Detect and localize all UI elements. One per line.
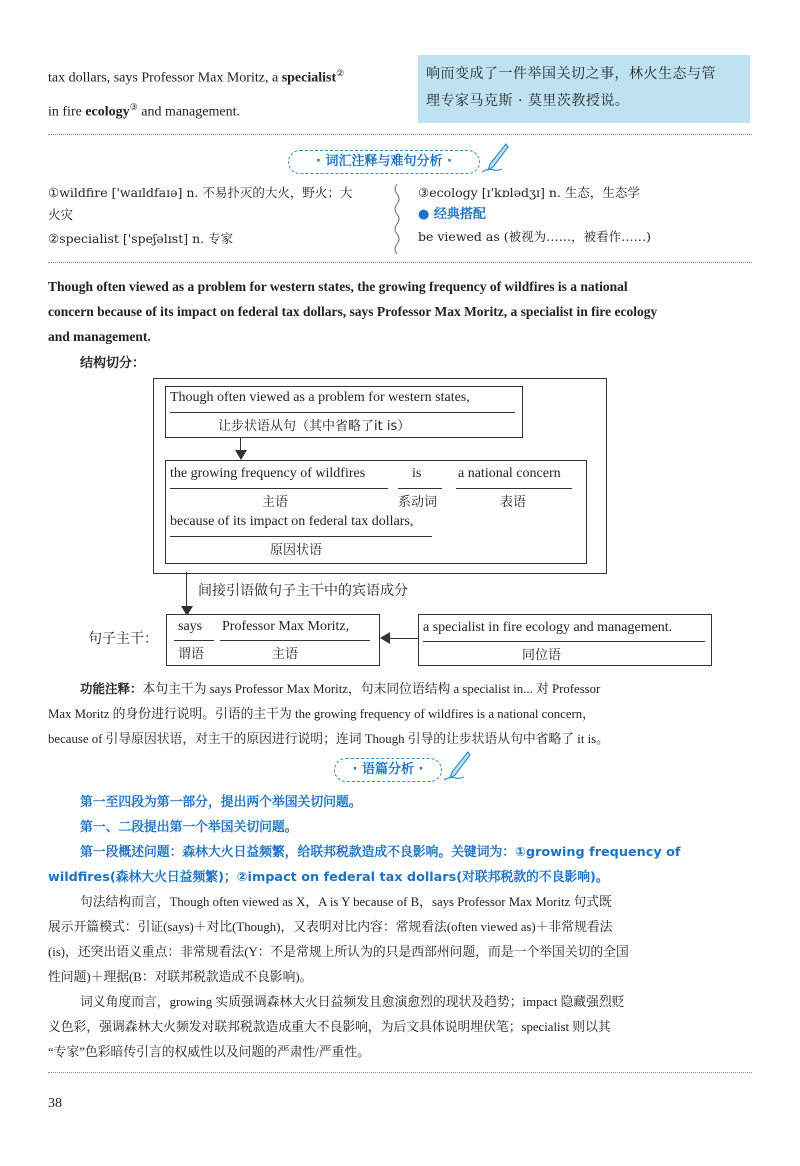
underline	[174, 640, 214, 641]
divider	[48, 262, 752, 263]
function-note-label: 功能注释：	[80, 681, 143, 696]
arrow-head-icon	[380, 632, 390, 644]
subject-zh: 主语	[262, 495, 289, 510]
underline	[170, 488, 388, 489]
divider	[48, 1072, 752, 1073]
discourse-heading-3: 第一段概述问题：森林大火日益频繁，给联邦税款造成不良影响。关键词为：①growing frequency of	[80, 845, 681, 860]
vocab-banner: · 词汇注释与难句分析 ·	[288, 150, 480, 174]
divider	[48, 134, 752, 135]
vocab-item-wildfire: ①wildfire ['waɪldfaɪə] n. 不易扑灭的大火，野火；大	[48, 185, 353, 200]
vocab-left-column	[48, 182, 383, 250]
says-en: says	[178, 619, 203, 634]
collocation-item: be viewed as (被视为……，被看作……)	[418, 229, 651, 244]
underline	[398, 488, 442, 489]
key-sentence: Though often viewed as a problem for western states, the growing frequency of wildfires is a national concern because of its impact on federal tax dollars, says Professor Max Moritz, a specialist in fire ecology and management.	[48, 279, 658, 344]
cause-zh: 原因状语	[270, 543, 323, 558]
translation-line-2: 理专家马克斯 · 莫里茨教授说。	[426, 93, 630, 109]
discourse-heading-1: 第一至四段为第一部分，提出两个举国关切问题。	[80, 795, 362, 810]
column-divider-chain	[391, 184, 403, 254]
moritz-zh: 主语	[272, 647, 299, 662]
top-line-1: tax dollars, says Professor Max Moritz, a specialist②	[48, 68, 345, 86]
discourse-banner: · 语篇分析 ·	[334, 758, 442, 782]
translation-line-1: 响而变成了一件举国关切之事，林火生态与管	[426, 66, 716, 82]
concessive-en: Though often viewed as a problem for western states,	[170, 390, 470, 405]
underline	[456, 488, 572, 489]
says-zh: 谓语	[178, 647, 205, 662]
discourse-heading-3-cont: wildfires(森林大火日益频繁)；②impact on federal tax dollars(对联邦税款的不良影响)。	[48, 870, 609, 885]
discourse-headings	[48, 790, 752, 890]
top-line-2: in fire ecology③ and management.	[48, 101, 240, 120]
discourse-paragraph-lexical: 词义角度而言，growing 实质强调森林大火日益频发且愈演愈烈的现状及趋势；impact 隐藏强烈贬 义色彩，强调森林大火频发对联邦税款造成重大不良影响，为后文具体说明埋伏笔；specialist 则以其 “专家”色彩暗传引言的权威性以及问题的严肃性/严重性。	[48, 995, 625, 1059]
predicative-en: a national concern	[458, 466, 561, 481]
collocation-heading: ● 经典搭配	[418, 207, 486, 222]
vocab-right-column	[418, 182, 753, 248]
cause-en: because of its impact on federal tax dollars,	[170, 514, 414, 529]
vocab-item-ecology: ③ecology [ɪ'kɒlədʒɪ] n. 生态，生态学	[418, 185, 640, 200]
concessive-zh: 让步状语从句（其中省略了it is）	[218, 419, 411, 434]
top-english-text	[48, 62, 408, 123]
moritz-en: Professor Max Moritz,	[222, 619, 350, 634]
pen-icon	[480, 142, 510, 174]
vocab-item-specialist: ②specialist ['speʃəlɪst] n. 专家	[48, 231, 234, 246]
underline	[423, 641, 705, 642]
underline	[170, 536, 432, 537]
linking-verb-zh: 系动词	[398, 495, 438, 510]
arrow-line	[186, 572, 187, 608]
underline	[170, 412, 515, 413]
arrow-line	[388, 638, 418, 639]
appositive-en: a specialist in fire ecology and management.	[423, 620, 673, 635]
main-label: 句子主干：	[88, 631, 158, 647]
vocab-item-wildfire-cont: 火灾	[48, 207, 74, 222]
function-note: 功能注释：本句主干为 says Professor Max Moritz，句末同位语结构 a specialist in... 对 Professor Max Moritz 的身份进行说明。引语的主干为 the growing frequency of wildfires is a national concern， because of 引导原因状语，对主干的原因进行说明；连词 Though 引导的让步状语从句中省略了 it is。	[48, 681, 609, 746]
page-number: 38	[48, 1096, 62, 1111]
arrow-head-icon	[235, 450, 247, 460]
underline	[220, 640, 370, 641]
predicative-zh: 表语	[500, 495, 527, 510]
discourse-heading-2: 第一、二段提出第一个举国关切问题。	[80, 820, 298, 835]
subject-en: the growing frequency of wildfires	[170, 466, 366, 481]
linking-verb-en: is	[412, 466, 422, 481]
structure-label: 结构切分：	[80, 356, 146, 371]
translation-highlight-box	[418, 55, 750, 123]
discourse-paragraph-syntax: 句法结构而言，Though often viewed as X，A is Y because of B，says Professor Max Moritz 句式既 展示开篇模式：引证(says)＋对比(Though)，又表明对比内容：常规看法(often viewed as)＋非常规看法 (is)，还突出语义重点：非常规看法(Y：不是常规上所认为的只是西部州问题，而是一个举国关切的全国 性问题)＋理据(B：对联邦税款造成不良影响)。	[48, 895, 629, 984]
appositive-zh: 同位语	[522, 648, 562, 663]
arrow-note: 间接引语做句子主干中的宾语成分	[198, 583, 408, 599]
pen-icon	[442, 750, 472, 782]
